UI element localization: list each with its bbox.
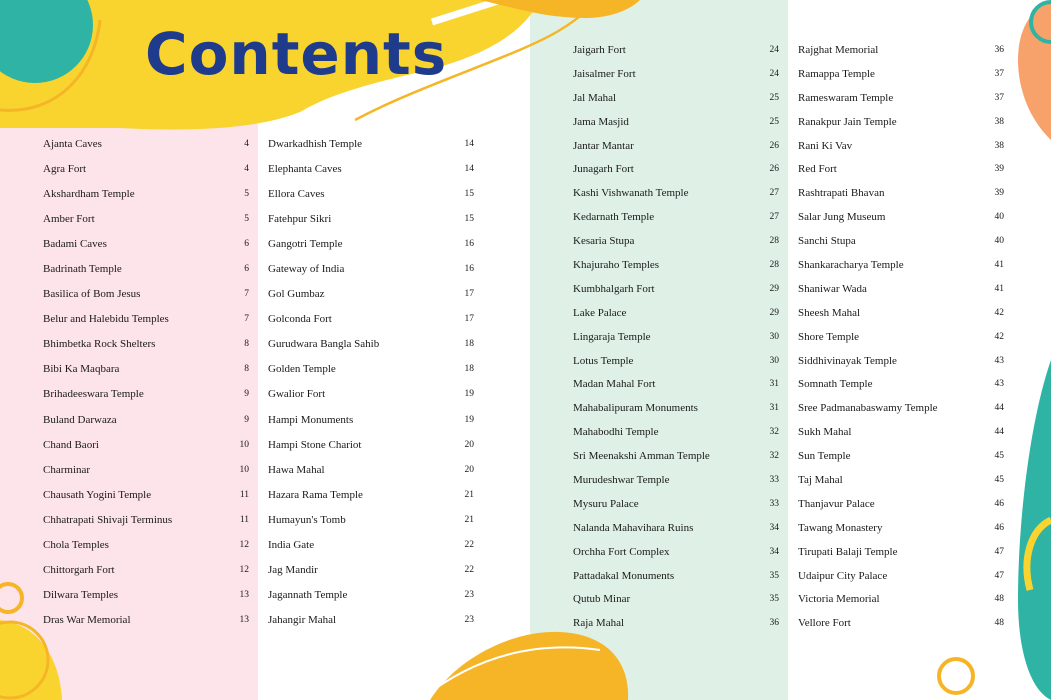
entry-title: Madan Mahal Fort [573, 378, 656, 391]
entry-page-number: 6 [244, 238, 249, 249]
entry-page-number: 29 [769, 283, 779, 294]
entry-title: Gurudwara Bangla Sahib [268, 338, 380, 351]
contents-entry [43, 156, 249, 181]
entry-title: Ellora Caves [268, 187, 325, 200]
contents-entry [43, 583, 249, 608]
entry-title: Dwarkadhish Temple [268, 137, 363, 150]
contents-entry [43, 407, 249, 432]
contents-entry [573, 540, 779, 564]
entry-page-number: 34 [769, 546, 779, 557]
entry-page-number: 16 [464, 264, 474, 275]
entry-title: Victoria Memorial [798, 593, 880, 606]
contents-entry [573, 516, 779, 540]
contents-entry [798, 444, 1004, 468]
entry-page-number: 35 [769, 570, 779, 581]
entry-page-number: 19 [464, 414, 474, 425]
entry-page-number: 26 [769, 140, 779, 151]
entry-page-number: 44 [994, 427, 1004, 438]
contents-entry [798, 516, 1004, 540]
entry-page-number: 31 [769, 379, 779, 390]
entry-title: Vellore Fort [798, 617, 851, 630]
entry-page-number: 17 [464, 289, 474, 300]
entry-title: Somnath Temple [798, 378, 873, 391]
entry-page-number: 32 [769, 427, 779, 438]
entry-title: Kedarnath Temple [573, 211, 655, 224]
entry-page-number: 37 [994, 92, 1004, 103]
contents-entry [798, 540, 1004, 564]
entry-title: Mahabalipuram Monuments [573, 402, 698, 415]
contents-entry [798, 420, 1004, 444]
contents-column-3 [573, 38, 779, 635]
entry-title: Sheesh Mahal [798, 306, 861, 319]
contents-entry [268, 256, 474, 281]
contents-entry [268, 332, 474, 357]
entry-page-number: 42 [994, 307, 1004, 318]
contents-entry [798, 301, 1004, 325]
contents-entry [268, 231, 474, 256]
entry-title: Sukh Mahal [798, 426, 852, 439]
entry-page-number: 29 [769, 307, 779, 318]
entry-title: Bhimbetka Rock Shelters [43, 338, 156, 351]
contents-entry [43, 282, 249, 307]
contents-entry [43, 131, 249, 156]
entry-page-number: 7 [244, 289, 249, 300]
entry-page-number: 18 [464, 364, 474, 375]
entry-title: Sree Padmanabaswamy Temple [798, 402, 938, 415]
contents-entry [798, 611, 1004, 635]
contents-entry [573, 157, 779, 181]
entry-title: Lotus Temple [573, 354, 634, 367]
entry-page-number: 23 [464, 615, 474, 626]
contents-entry [798, 110, 1004, 134]
entry-page-number: 42 [994, 331, 1004, 342]
entry-title: Murudeshwar Temple [573, 473, 670, 486]
entry-title: Thanjavur Palace [798, 497, 875, 510]
entry-page-number: 24 [769, 68, 779, 79]
entry-title: Hazara Rama Temple [268, 488, 363, 501]
entry-page-number: 48 [994, 618, 1004, 629]
entry-title: Rajghat Memorial [798, 43, 879, 56]
contents-entry [573, 229, 779, 253]
entry-page-number: 39 [994, 188, 1004, 199]
contents-entry [43, 357, 249, 382]
contents-column-1 [43, 131, 249, 633]
entry-page-number: 15 [464, 213, 474, 224]
entry-title: Jama Masjid [573, 115, 629, 128]
entry-page-number: 22 [464, 565, 474, 576]
contents-entry [573, 301, 779, 325]
entry-page-number: 37 [994, 68, 1004, 79]
entry-page-number: 39 [994, 164, 1004, 175]
entry-page-number: 41 [994, 259, 1004, 270]
entry-title: Jaigarh Fort [573, 43, 626, 56]
entry-page-number: 30 [769, 331, 779, 342]
entry-page-number: 33 [769, 498, 779, 509]
entry-page-number: 19 [464, 389, 474, 400]
entry-page-number: 9 [244, 414, 249, 425]
contents-entry [798, 277, 1004, 301]
entry-page-number: 7 [244, 314, 249, 325]
entry-page-number: 18 [464, 339, 474, 350]
entry-page-number: 25 [769, 116, 779, 127]
entry-page-number: 45 [994, 474, 1004, 485]
contents-entry [798, 229, 1004, 253]
entry-title: Chittorgarh Fort [43, 564, 115, 577]
contents-entry [43, 507, 249, 532]
contents-entry [573, 611, 779, 635]
entry-title: Nalanda Mahavihara Ruins [573, 521, 694, 534]
entry-title: Rameswaram Temple [798, 91, 894, 104]
contents-entry [43, 533, 249, 558]
contents-entry [798, 181, 1004, 205]
contents-entry [798, 62, 1004, 86]
entry-page-number: 13 [239, 615, 249, 626]
entry-page-number: 9 [244, 389, 249, 400]
contents-entry [573, 86, 779, 110]
peach-shape-right [1018, 0, 1051, 140]
contents-entry [43, 256, 249, 281]
entry-page-number: 43 [994, 379, 1004, 390]
entry-page-number: 22 [464, 540, 474, 551]
orange-ring-bottom-right [939, 659, 973, 693]
entry-page-number: 21 [464, 489, 474, 500]
entry-page-number: 40 [994, 236, 1004, 247]
contents-entry [573, 468, 779, 492]
entry-title: Junagarh Fort [573, 163, 634, 176]
entry-title: Akshardham Temple [43, 187, 135, 200]
entry-title: Badrinath Temple [43, 263, 122, 276]
entry-page-number: 10 [239, 464, 249, 475]
entry-page-number: 47 [994, 546, 1004, 557]
contents-entry [268, 583, 474, 608]
contents-entry [43, 382, 249, 407]
entry-title: Mysuru Palace [573, 497, 639, 510]
entry-title: Jantar Mantar [573, 139, 634, 152]
entry-page-number: 36 [769, 618, 779, 629]
entry-title: Pattadakal Monuments [573, 569, 675, 582]
entry-page-number: 4 [244, 163, 249, 174]
contents-entry [798, 86, 1004, 110]
entry-page-number: 12 [239, 540, 249, 551]
entry-title: Gwalior Fort [268, 388, 326, 401]
entry-title: Udaipur City Palace [798, 569, 888, 582]
contents-entry [798, 205, 1004, 229]
contents-entry [43, 608, 249, 633]
contents-column-2 [268, 131, 474, 633]
entry-page-number: 27 [769, 188, 779, 199]
entry-title: Tawang Monastery [798, 521, 883, 534]
entry-title: Ajanta Caves [43, 137, 102, 150]
entry-title: Elephanta Caves [268, 162, 342, 175]
entry-title: Chola Temples [43, 539, 109, 552]
contents-entry [268, 432, 474, 457]
contents-entry [798, 134, 1004, 158]
contents-entry [43, 231, 249, 256]
entry-page-number: 48 [994, 594, 1004, 605]
entry-page-number: 36 [994, 44, 1004, 55]
entry-title: Shore Temple [798, 330, 860, 343]
entry-title: Rashtrapati Bhavan [798, 187, 885, 200]
contents-entry [43, 558, 249, 583]
entry-title: Gol Gumbaz [268, 288, 325, 301]
entry-title: Charminar [43, 463, 91, 476]
contents-entry [268, 307, 474, 332]
entry-title: Humayun's Tomb [268, 513, 346, 526]
entry-page-number: 46 [994, 498, 1004, 509]
entry-title: Lake Palace [573, 306, 627, 319]
entry-title: Fatehpur Sikri [268, 212, 332, 225]
entry-page-number: 28 [769, 259, 779, 270]
contents-entry [798, 325, 1004, 349]
entry-title: Kumbhalgarh Fort [573, 282, 655, 295]
entry-title: Red Fort [798, 163, 837, 176]
entry-title: Kashi Vishwanath Temple [573, 187, 689, 200]
entry-title: Chausath Yogini Temple [43, 488, 152, 501]
entry-title: Chand Baori [43, 438, 99, 451]
entry-title: Kesaria Stupa [573, 235, 635, 248]
contents-entry [573, 444, 779, 468]
entry-title: Badami Caves [43, 237, 107, 250]
contents-entry [798, 253, 1004, 277]
contents-entry [268, 558, 474, 583]
entry-page-number: 46 [994, 522, 1004, 533]
entry-title: Jagannath Temple [268, 589, 348, 602]
entry-page-number: 15 [464, 188, 474, 199]
contents-entry [798, 468, 1004, 492]
entry-title: Sanchi Stupa [798, 235, 856, 248]
entry-page-number: 35 [769, 594, 779, 605]
contents-entry [798, 492, 1004, 516]
entry-title: Khajuraho Temples [573, 258, 660, 271]
entry-title: Orchha Fort Complex [573, 545, 670, 558]
contents-entry [268, 282, 474, 307]
entry-page-number: 47 [994, 570, 1004, 581]
entry-title: Dilwara Temples [43, 589, 119, 602]
entry-page-number: 25 [769, 92, 779, 103]
entry-title: Sri Meenakshi Amman Temple [573, 450, 710, 463]
entry-page-number: 12 [239, 565, 249, 576]
entry-title: Amber Fort [43, 212, 95, 225]
contents-entry [43, 332, 249, 357]
contents-entry [798, 349, 1004, 373]
contents-entry [573, 349, 779, 373]
contents-column-4 [798, 38, 1004, 635]
entry-title: Taj Mahal [798, 473, 843, 486]
contents-entry [573, 396, 779, 420]
entry-title: Ranakpur Jain Temple [798, 115, 897, 128]
contents-entry [798, 157, 1004, 181]
entry-title: Chhatrapati Shivaji Terminus [43, 513, 173, 526]
contents-entry [573, 110, 779, 134]
contents-entry [268, 533, 474, 558]
entry-title: Basilica of Bom Jesus [43, 288, 141, 301]
contents-entry [573, 587, 779, 611]
contents-entry [798, 564, 1004, 588]
entry-page-number: 41 [994, 283, 1004, 294]
contents-entry [573, 38, 779, 62]
entry-title: Hampi Stone Chariot [268, 438, 362, 451]
entry-title: Shankaracharya Temple [798, 258, 904, 271]
contents-entry [268, 206, 474, 231]
entry-page-number: 11 [239, 489, 249, 500]
contents-entry [573, 277, 779, 301]
contents-entry [43, 307, 249, 332]
contents-entry [43, 482, 249, 507]
contents-entry [573, 564, 779, 588]
entry-title: Rani Ki Vav [798, 139, 853, 152]
entry-page-number: 5 [244, 188, 249, 199]
entry-page-number: 45 [994, 451, 1004, 462]
contents-entry [268, 507, 474, 532]
entry-title: Agra Fort [43, 162, 87, 175]
contents-entry [268, 181, 474, 206]
contents-entry [573, 372, 779, 396]
entry-title: Golden Temple [268, 363, 336, 376]
entry-title: Gateway of India [268, 263, 345, 276]
entry-page-number: 40 [994, 212, 1004, 223]
entry-title: Bibi Ka Maqbara [43, 363, 120, 376]
contents-entry [268, 156, 474, 181]
entry-page-number: 27 [769, 212, 779, 223]
contents-entry [268, 457, 474, 482]
entry-title: Golconda Fort [268, 313, 332, 326]
entry-title: Dras War Memorial [43, 614, 131, 627]
contents-entry [268, 482, 474, 507]
entry-page-number: 34 [769, 522, 779, 533]
entry-page-number: 16 [464, 238, 474, 249]
contents-entry [573, 420, 779, 444]
contents-entry [268, 131, 474, 156]
contents-entry [43, 181, 249, 206]
entry-page-number: 44 [994, 403, 1004, 414]
entry-page-number: 8 [244, 364, 249, 375]
entry-title: Hawa Mahal [268, 463, 325, 476]
entry-title: Gangotri Temple [268, 237, 343, 250]
contents-entry [268, 407, 474, 432]
yellow-ring-bottom-left [0, 584, 22, 612]
contents-entry [798, 372, 1004, 396]
entry-title: Hampi Monuments [268, 413, 354, 426]
entry-title: Shaniwar Wada [798, 282, 867, 295]
entry-page-number: 38 [994, 140, 1004, 151]
contents-entry [798, 38, 1004, 62]
entry-page-number: 14 [464, 138, 474, 149]
entry-page-number: 20 [464, 439, 474, 450]
entry-title: Jag Mandir [268, 564, 318, 577]
entry-page-number: 17 [464, 314, 474, 325]
entry-page-number: 23 [464, 590, 474, 601]
entry-title: Jal Mahal [573, 91, 617, 104]
entry-page-number: 11 [239, 514, 249, 525]
contents-entry [268, 608, 474, 633]
contents-entry [573, 253, 779, 277]
entry-page-number: 33 [769, 474, 779, 485]
entry-title: Siddhivinayak Temple [798, 354, 897, 367]
contents-entry [573, 325, 779, 349]
entry-page-number: 26 [769, 164, 779, 175]
entry-page-number: 20 [464, 464, 474, 475]
entry-title: Buland Darwaza [43, 413, 117, 426]
contents-entry [43, 206, 249, 231]
entry-title: Jahangir Mahal [268, 614, 337, 627]
entry-page-number: 21 [464, 514, 474, 525]
contents-entry [573, 181, 779, 205]
entry-title: Lingaraja Temple [573, 330, 651, 343]
entry-page-number: 32 [769, 451, 779, 462]
entry-page-number: 10 [239, 439, 249, 450]
entry-title: Salar Jung Museum [798, 211, 886, 224]
contents-entry [573, 492, 779, 516]
entry-page-number: 4 [244, 138, 249, 149]
contents-entry [43, 432, 249, 457]
contents-entry [268, 357, 474, 382]
contents-entry [268, 382, 474, 407]
entry-title: Belur and Halebidu Temples [43, 313, 169, 326]
entry-page-number: 8 [244, 339, 249, 350]
contents-entry [43, 457, 249, 482]
entry-page-number: 31 [769, 403, 779, 414]
entry-page-number: 43 [994, 355, 1004, 366]
entry-title: Sun Temple [798, 450, 851, 463]
entry-page-number: 28 [769, 236, 779, 247]
orange-blob-bottom [430, 632, 628, 700]
page-title: Contents [145, 20, 448, 88]
entry-page-number: 14 [464, 163, 474, 174]
entry-page-number: 6 [244, 264, 249, 275]
entry-page-number: 13 [239, 590, 249, 601]
entry-title: Ramappa Temple [798, 67, 875, 80]
entry-page-number: 38 [994, 116, 1004, 127]
entry-title: Brihadeeswara Temple [43, 388, 144, 401]
contents-entry [573, 62, 779, 86]
contents-entry [798, 587, 1004, 611]
entry-title: Qutub Minar [573, 593, 631, 606]
entry-title: Jaisalmer Fort [573, 67, 636, 80]
contents-entry [573, 134, 779, 158]
entry-title: Raja Mahal [573, 617, 625, 630]
contents-entry [798, 396, 1004, 420]
contents-entry [573, 205, 779, 229]
entry-title: Tirupati Balaji Temple [798, 545, 898, 558]
entry-page-number: 24 [769, 44, 779, 55]
entry-page-number: 30 [769, 355, 779, 366]
entry-title: India Gate [268, 539, 315, 552]
entry-title: Mahabodhi Temple [573, 426, 659, 439]
entry-page-number: 5 [244, 213, 249, 224]
